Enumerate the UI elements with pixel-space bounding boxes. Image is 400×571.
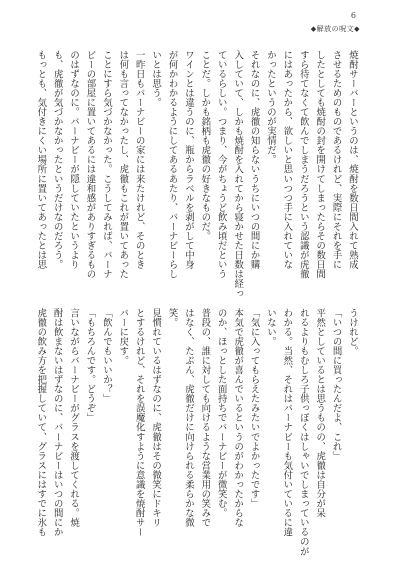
- text-line: も、虎徹が気づかなかったというだけなのだろう。: [51, 50, 63, 270]
- text-line: ことにすら気づかなかった。こうしてみれば、バーナ: [100, 50, 112, 279]
- text-line: バーに戻す。: [117, 308, 129, 366]
- text-line: いない。: [264, 308, 276, 347]
- upper-text-block: [32, 50, 360, 299]
- text-line: とするけれど、それを誤魔化すように意識を焼酎サー: [133, 308, 145, 537]
- text-line: ているらしい。つまり、今がちょうど飲み頃だという: [215, 50, 227, 279]
- text-line: 酎は飲まないはずなのに、バーナビーはいつの間にか: [51, 308, 63, 537]
- text-line: 一昨日もバーナビーの家には来たけれど、そのとき: [133, 50, 145, 270]
- page-number: 6: [350, 11, 356, 20]
- text-line: 「いつの間に買ったんだよ、これ」: [330, 308, 342, 461]
- text-line: それなのに、虎徹の知らないうちにいつの間にか購: [248, 50, 260, 270]
- text-line: のはずなのに。バーナビーが隠していたというより: [68, 50, 80, 270]
- text-line: のか、ほっとした面持ちでバーナビーが微笑む。: [215, 308, 227, 518]
- text-line: 言いながらバーナビーがグラスを渡してくれる。焼: [68, 308, 80, 528]
- text-line: いとは思う。: [150, 50, 162, 108]
- text-line: ワインとは違うのに、瓶からラベルを剥がして中身: [182, 50, 194, 270]
- text-line: ビーの部屋に置いてあるには違和感がありすぎるもの: [84, 50, 96, 279]
- text-line: れるよりもむしろ子供っぽくはしゃいでしまっているのが: [297, 308, 309, 557]
- text-line: 虎徹の飲み方を把握していて、グラスにはすでに氷も: [35, 308, 47, 537]
- text-line: はなく、たぶん、虎徹だけに向けられる柔らかな微: [182, 308, 194, 528]
- text-line: させるためのものであるけれど、実際にそれを手に: [330, 50, 342, 270]
- text-line: もっとも、気付きにくい場所に置いてあったとは思: [35, 50, 47, 270]
- text-line: すら待てなくて飲んでしまうだろうという認識が虎徹: [297, 50, 309, 279]
- text-line: わかる。当然、それはバーナビーも気付いているに違: [281, 308, 293, 537]
- text-line: 「もちろんです。どうぞ」: [84, 308, 96, 423]
- text-line: 本気で虎徹が喜んでいるというのがわかったからな: [232, 308, 244, 528]
- text-line: したとしても焼酎の封を開けてしまったらその数日間: [314, 50, 326, 279]
- text-line: うけれど。: [347, 308, 358, 356]
- text-line: が何かわかるようにしてあるあたり、バーナビーらし: [166, 50, 178, 279]
- text-line: 普段の、誰に対しても向けるような営業用の笑みで: [199, 308, 211, 528]
- text-line: 笑。: [166, 308, 178, 328]
- text-line: 見慣れているはずなのに、虎徹はその微笑にドキリ: [150, 308, 162, 528]
- text-line: にはあったから、欲しいと思いつつ手に入れていな: [281, 50, 293, 270]
- text-line: 平然としているとは思うものの、虎徹は自分が呆: [314, 308, 326, 518]
- lower-text-block: [32, 308, 360, 557]
- text-line: 「気に入ってもらえたみたいでよかったです」: [248, 308, 260, 509]
- running-title: ◆解放の呪文◆: [310, 25, 360, 33]
- text-line: 焼酎サーバーというのは、焼酎を数日間入れて熟成: [347, 50, 358, 270]
- text-line: 「飲んでもいいか？」: [100, 308, 112, 404]
- text-line: ことだ。しかも銘柄も虎徹の好きなものだ。: [199, 50, 211, 241]
- text-line: かったというのが実情だ。: [264, 50, 276, 165]
- text-line: は何も言ってなかったし、虎徹もこれが置いてあった: [117, 50, 129, 279]
- text-line: 入していて、しかも焼酎を入れてから寝かせた日数は経っ: [232, 50, 244, 299]
